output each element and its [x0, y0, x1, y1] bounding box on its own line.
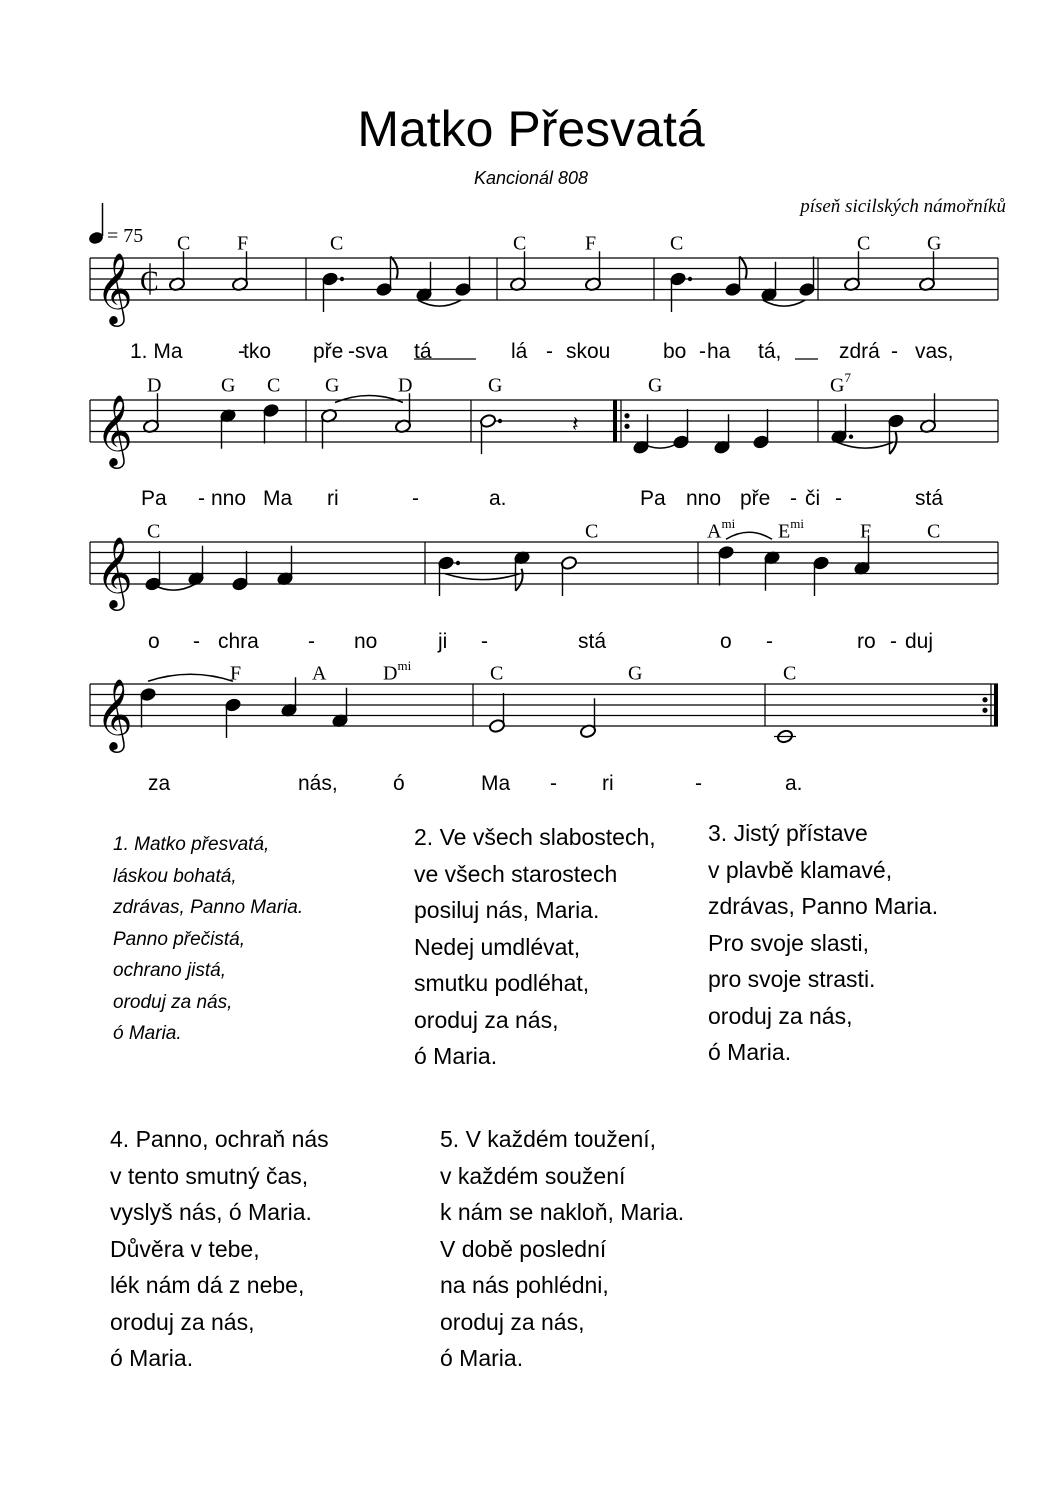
lyric-syllable: ha	[707, 340, 731, 363]
lyric-syllable: tá,	[758, 340, 782, 363]
lyric-syllable: 1. Ma	[130, 340, 183, 363]
chord-symbol: G	[325, 374, 340, 397]
lyric-syllable: ro	[857, 630, 876, 653]
lyric-syllable: či	[805, 487, 821, 510]
verse-line: 5. V každém toužení,	[440, 1126, 657, 1152]
verse-line: ó Maria.	[414, 1043, 498, 1069]
chord-symbol: C	[670, 232, 684, 255]
chord-symbol: G	[927, 232, 942, 255]
lyric-syllable: o	[720, 630, 732, 653]
verse-line: ó Maria.	[110, 1345, 194, 1371]
lyric-syllable: -	[198, 487, 205, 510]
lyric-syllable: vas,	[915, 340, 954, 363]
lyric-syllable: Pa	[640, 487, 666, 510]
treble-clef-icon: 𝄞	[96, 251, 133, 324]
song-title: Matko Přesvatá	[357, 101, 705, 157]
lyric-syllable: -	[481, 630, 488, 653]
lyric-syllable: a.	[785, 772, 803, 795]
chord-symbol: C	[857, 232, 871, 255]
verse-line: smutku podléhat,	[414, 970, 590, 996]
lyric-syllable: -	[308, 630, 315, 653]
lyric-syllable: -	[890, 630, 897, 653]
lyric-syllable: lá	[511, 340, 528, 363]
note-dot	[688, 277, 692, 281]
chord-symbol: C	[585, 520, 599, 543]
verse-line: pro svoje strasti.	[708, 966, 876, 992]
verse-line: Pro svoje slasti,	[708, 929, 870, 956]
song-origin: píseň sicilských námořníků	[800, 196, 1006, 217]
lyric-syllable: Pa	[141, 487, 167, 510]
verse-line: v tento smutný čas,	[110, 1162, 309, 1189]
lyric-syllable: ri	[327, 487, 339, 510]
lyric-syllable: ó	[393, 772, 405, 795]
lyric-syllable: tko	[243, 340, 272, 363]
verse-line: vyslyš nás, ó Maria.	[110, 1199, 312, 1225]
chord-symbol: F	[585, 232, 597, 255]
verse-line: oroduj za nás,	[113, 991, 233, 1013]
chord-symbol: C	[783, 662, 797, 685]
verse-5	[440, 1121, 684, 1377]
hymnal-number: Kancionál 808	[473, 168, 589, 188]
chord-symbol: C	[147, 520, 161, 543]
chord-symbol: $E^{mi}$	[778, 516, 804, 543]
verse-line: 1. Matko přesvatá,	[113, 834, 270, 855]
lyric-syllable: zdrá	[839, 340, 880, 363]
chord-symbol: G	[488, 374, 503, 397]
repeat-dot	[983, 708, 987, 712]
verse-line: ó Maria.	[113, 1023, 182, 1044]
lyric-syllable: o	[148, 630, 160, 653]
chord-symbol: C	[513, 232, 527, 255]
verse-line: v každém soužení	[440, 1162, 626, 1189]
verse-line: Nedej umdlévat,	[414, 933, 581, 960]
lyric-syllable: -	[412, 487, 419, 510]
note-dot	[456, 561, 460, 565]
chord-symbol: D	[398, 374, 413, 397]
lyric-syllable: pře	[740, 487, 771, 510]
chord-symbol: F	[237, 232, 249, 255]
chord-symbol: C	[927, 520, 941, 543]
lyric-syllable: -	[699, 340, 706, 363]
lyric-syllable: skou	[566, 340, 611, 363]
verse-line: v plavbě klamavé,	[708, 856, 893, 883]
tempo-marking: = 75	[107, 225, 144, 247]
lyric-syllable: ji	[438, 630, 448, 653]
chord-symbol: F	[230, 662, 242, 685]
chord-symbol: D	[147, 374, 162, 397]
chord-symbol: A	[312, 662, 327, 685]
verse-3	[708, 815, 938, 1071]
lyric-syllable: stá	[578, 630, 607, 653]
slur	[763, 300, 805, 306]
tempo-note-icon	[88, 203, 105, 246]
lyric-syllable: bo	[663, 340, 687, 363]
lyric-syllable: -	[891, 340, 898, 363]
chord-symbol: G	[648, 374, 663, 397]
lyric-syllable: -	[550, 772, 557, 795]
lyric-syllable: Ma	[263, 487, 293, 510]
chord-symbol: C	[330, 232, 344, 255]
chord-symbol: $D^{mi}$	[383, 658, 412, 685]
verse-line: ve všech starostech	[414, 860, 618, 887]
verse-line: V době poslední	[440, 1235, 607, 1262]
chord-symbol: F	[860, 520, 872, 543]
repeat-dot	[983, 698, 987, 702]
verse-line: 4. Panno, ochraň nás	[110, 1126, 329, 1152]
repeat-dot	[625, 424, 629, 428]
note-dot	[849, 435, 853, 439]
lyric-syllable: stá	[915, 487, 944, 510]
verse-line: zdrávas, Panno Maria.	[113, 897, 304, 918]
lyric-syllable: -	[238, 340, 245, 363]
verse-line: ochrano jistá,	[113, 960, 227, 981]
lyric-syllable: -	[348, 340, 355, 363]
slur	[837, 442, 893, 448]
lyric-syllable: no	[354, 630, 378, 653]
quarter-rest-icon: 𝄽	[572, 412, 579, 438]
chord-symbol: C	[267, 374, 281, 397]
slur	[445, 574, 520, 580]
lyric-syllable: pře	[313, 340, 344, 363]
verse-line: oroduj za nás,	[708, 1002, 853, 1029]
common-time-icon: C	[140, 266, 159, 298]
verse-line: posiluj nás, Maria.	[414, 897, 600, 923]
verse-line: ó Maria.	[440, 1345, 524, 1371]
verse-line: na nás pohlédni,	[440, 1272, 609, 1298]
chord-symbol: $G^7$	[830, 370, 851, 397]
verse-line: láskou bohatá,	[113, 865, 237, 887]
chord-symbol: C	[177, 232, 191, 255]
treble-clef-icon: 𝄞	[96, 535, 133, 608]
lyric-syllable: nás,	[298, 772, 338, 795]
lyric-syllable: nno	[211, 487, 247, 510]
lyric-syllable: -	[546, 340, 553, 363]
slur	[418, 300, 461, 306]
lyric-syllable: -	[766, 630, 773, 653]
lyric-syllable: -	[193, 630, 200, 653]
verse-line: k nám se nakloň, Maria.	[440, 1199, 685, 1225]
lyric-syllable: tá	[414, 340, 432, 363]
lyric-syllable: a.	[489, 487, 507, 510]
verse-line: lék nám dá z nebe,	[110, 1272, 305, 1298]
verse-line: Panno přečistá,	[113, 928, 246, 950]
verse-line: oroduj za nás,	[414, 1006, 559, 1033]
lyric-syllable: Ma	[481, 772, 511, 795]
note-dot	[498, 419, 502, 423]
slur	[335, 396, 403, 403]
lyric-syllable: sva	[355, 340, 388, 363]
lyric-syllable: -	[835, 487, 842, 510]
lyric-syllable: -	[695, 772, 702, 795]
lyric-syllable: duj	[905, 630, 934, 653]
slur	[148, 674, 233, 681]
verse-2	[414, 819, 656, 1075]
verse-line: Důvěra v tebe,	[110, 1235, 260, 1262]
verse-4	[110, 1121, 329, 1377]
lyric-syllable: chra	[218, 630, 259, 653]
chord-symbol: G	[221, 374, 236, 397]
lyric-syllable: nno	[686, 487, 722, 510]
note-flag	[740, 257, 747, 279]
verse-line: oroduj za nás,	[110, 1308, 255, 1335]
verse-line: 2. Ve všech slabostech,	[414, 824, 656, 850]
chord-symbol: C	[490, 662, 504, 685]
verse-line: oroduj za nás,	[440, 1308, 585, 1335]
lyric-syllable: za	[148, 772, 171, 795]
note-flag	[391, 257, 398, 279]
note-dot	[340, 277, 344, 281]
verse-line: 3. Jistý přístave	[708, 820, 868, 846]
note-flag	[516, 569, 523, 591]
treble-clef-icon: 𝄞	[96, 677, 133, 750]
repeat-dot	[625, 414, 629, 418]
lyric-syllable: ri	[602, 772, 614, 795]
verse-line: zdrávas, Panno Maria.	[708, 893, 939, 919]
chord-symbol: $A^{mi}$	[707, 516, 736, 543]
verse-1	[113, 829, 303, 1050]
treble-clef-icon: 𝄞	[96, 393, 133, 466]
chord-symbol: G	[628, 662, 643, 685]
lyric-syllable: -	[790, 487, 797, 510]
verse-line: ó Maria.	[708, 1039, 792, 1065]
